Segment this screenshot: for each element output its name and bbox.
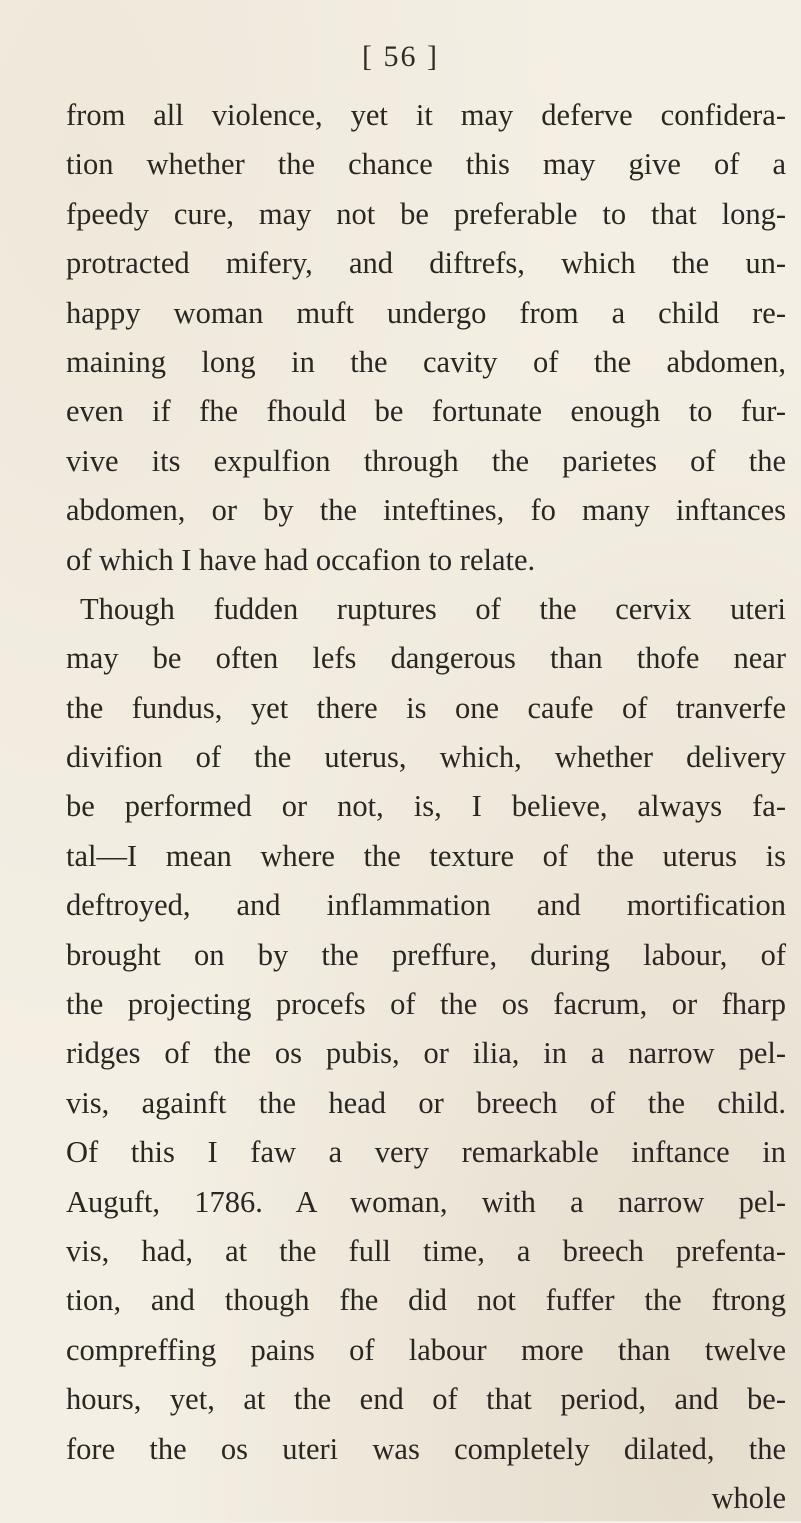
text-line: divifion of the uterus, which, whether delivery xyxy=(66,740,786,775)
text-line: tion whether the chance this may give of a xyxy=(66,147,786,182)
text-line: brought on by the preffure, during labour, of xyxy=(66,937,786,972)
page-number-header: [ 56 ] xyxy=(362,40,439,73)
text-line: be performed or not, is, I believe, always fa- xyxy=(66,789,786,824)
text-line: even if fhe fhould be fortunate enough to fur- xyxy=(66,394,786,429)
body-text xyxy=(66,91,786,1523)
text-line: Though fudden ruptures of the cervix uteri xyxy=(80,591,786,626)
text-line: the fundus, yet there is one caufe of tranverfe xyxy=(66,690,786,725)
text-line: happy woman muft undergo from a child re- xyxy=(66,295,786,330)
text-line: of which I have had occafion to relate. xyxy=(66,542,536,577)
text-line: may be often lefs dangerous than thofe near xyxy=(66,641,786,676)
text-line: ridges of the os pubis, or ilia, in a narrow pel- xyxy=(66,1036,786,1071)
catchword: whole xyxy=(711,1480,786,1515)
text-line: vis, had, at the full time, a breech prefenta- xyxy=(66,1233,786,1268)
text-line: tion, and though fhe did not fuffer the ftrong xyxy=(66,1283,786,1318)
text-line: Of this I faw a very remarkable inftance in xyxy=(66,1135,786,1170)
text-line: fpeedy cure, may not be preferable to that long- xyxy=(66,196,786,231)
text-line: from all violence, yet it may deferve confidera- xyxy=(66,98,786,132)
text-line: the projecting procefs of the os facrum, or fharp xyxy=(66,987,786,1022)
text-line: protracted mifery, and diftrefs, which the un- xyxy=(66,246,786,281)
text-line: hours, yet, at the end of that period, and be- xyxy=(66,1382,786,1417)
text-line: vive its expulfion through the parietes of the xyxy=(66,443,786,478)
text-line: maining long in the cavity of the abdomen, xyxy=(66,344,786,379)
text-line: Auguft, 1786. A woman, with a narrow pel- xyxy=(66,1184,786,1219)
text-line: tal—I mean where the texture of the uterus is xyxy=(66,838,786,873)
text-line: vis, againft the head or breech of the child. xyxy=(66,1085,786,1120)
text-line: deftroyed, and inflammation and mortification xyxy=(66,888,786,923)
text-line: compreffing pains of labour more than twelve xyxy=(66,1332,786,1367)
text-line: abdomen, or by the inteftines, fo many inftances xyxy=(66,493,786,528)
text-line: fore the os uteri was completely dilated, the xyxy=(66,1431,786,1466)
